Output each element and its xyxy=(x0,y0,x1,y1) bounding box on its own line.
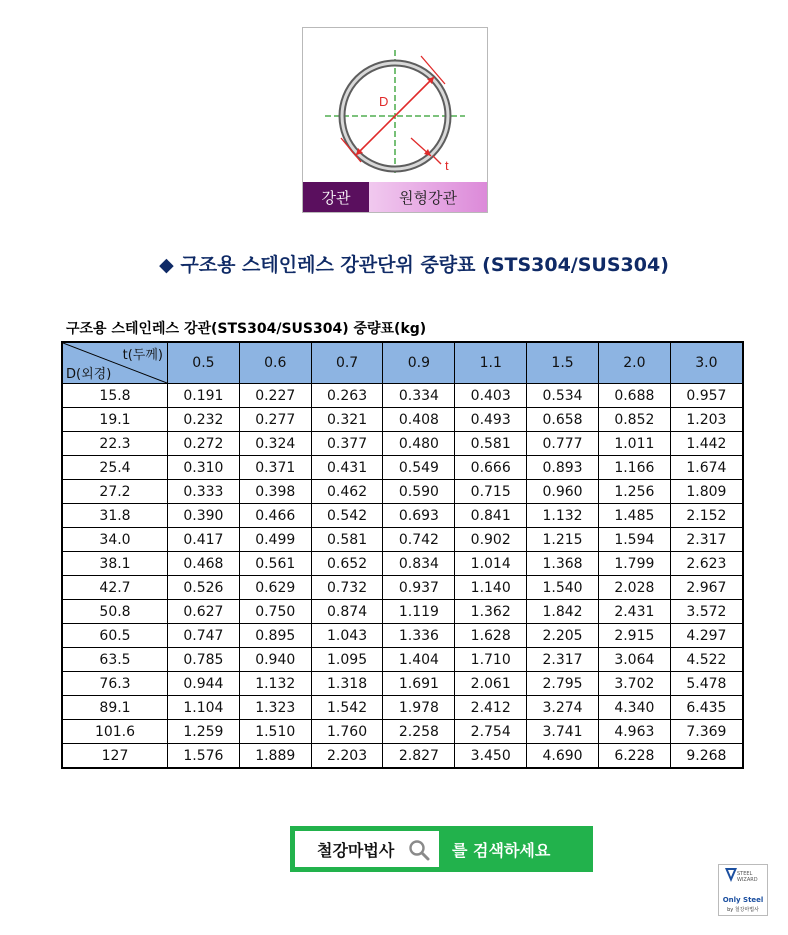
weight-cell: 1.318 xyxy=(311,672,383,696)
thickness-tail xyxy=(433,156,441,164)
diameter-cell: 25.4 xyxy=(62,456,168,480)
weight-cell: 1.842 xyxy=(527,600,599,624)
weight-cell: 2.431 xyxy=(598,600,670,624)
weight-cell: 1.014 xyxy=(455,552,527,576)
weight-cell: 5.478 xyxy=(670,672,743,696)
weight-cell: 1.259 xyxy=(168,720,240,744)
weight-cell: 0.371 xyxy=(239,456,311,480)
weight-cell: 0.480 xyxy=(383,432,455,456)
weight-cell: 2.205 xyxy=(527,624,599,648)
weight-cell: 1.442 xyxy=(670,432,743,456)
weight-cell: 0.321 xyxy=(311,408,383,432)
logo-tagline: Only Steel xyxy=(722,896,764,904)
thickness-header: 0.6 xyxy=(239,342,311,384)
weight-cell: 1.215 xyxy=(527,528,599,552)
table-row xyxy=(62,744,743,769)
weight-cell: 1.576 xyxy=(168,744,240,769)
table-row xyxy=(62,528,743,552)
weight-cell: 1.760 xyxy=(311,720,383,744)
weight-cell: 0.688 xyxy=(598,384,670,408)
thickness-header: 1.5 xyxy=(527,342,599,384)
diameter-cell: 38.1 xyxy=(62,552,168,576)
table-row xyxy=(62,576,743,600)
weight-cell: 0.542 xyxy=(311,504,383,528)
weight-cell: 0.581 xyxy=(455,432,527,456)
weight-cell: 2.827 xyxy=(383,744,455,769)
weight-cell: 2.795 xyxy=(527,672,599,696)
weight-cell: 1.978 xyxy=(383,696,455,720)
weight-cell: 0.841 xyxy=(455,504,527,528)
weight-cell: 3.274 xyxy=(527,696,599,720)
weight-cell: 0.895 xyxy=(239,624,311,648)
weight-cell: 0.581 xyxy=(311,528,383,552)
diameter-cell: 60.5 xyxy=(62,624,168,648)
weight-cell: 0.666 xyxy=(455,456,527,480)
diamond-bullet-icon: ◆ xyxy=(159,254,174,276)
table-row xyxy=(62,648,743,672)
weight-cell: 0.893 xyxy=(527,456,599,480)
weight-cell: 6.435 xyxy=(670,696,743,720)
weight-cell: 3.572 xyxy=(670,600,743,624)
thickness-header: 1.1 xyxy=(455,342,527,384)
weight-cell: 0.944 xyxy=(168,672,240,696)
page-title-text: 구조용 스테인레스 강관단위 중량표 (STS304/SUS304) xyxy=(180,254,669,276)
weight-cell: 0.549 xyxy=(383,456,455,480)
weight-cell: 2.203 xyxy=(311,744,383,769)
thickness-header: 0.7 xyxy=(311,342,383,384)
weight-cell: 0.191 xyxy=(168,384,240,408)
header-row xyxy=(62,342,743,384)
weight-cell: 0.627 xyxy=(168,600,240,624)
weight-cell: 0.902 xyxy=(455,528,527,552)
search-box[interactable] xyxy=(295,831,439,867)
thickness-header: 3.0 xyxy=(670,342,743,384)
weight-cell: 1.140 xyxy=(455,576,527,600)
weight-cell: 0.534 xyxy=(527,384,599,408)
weight-cell: 4.522 xyxy=(670,648,743,672)
table-row xyxy=(62,432,743,456)
thickness-symbol: t xyxy=(445,158,449,173)
diameter-cell: 27.2 xyxy=(62,480,168,504)
page-title xyxy=(0,250,788,277)
weight-cell: 4.963 xyxy=(598,720,670,744)
diameter-cell: 127 xyxy=(62,744,168,769)
logo-subline: by 철강마법사 xyxy=(727,907,759,913)
weight-cell: 2.915 xyxy=(598,624,670,648)
table-row xyxy=(62,408,743,432)
diameter-cell: 101.6 xyxy=(62,720,168,744)
weight-cell: 1.256 xyxy=(598,480,670,504)
weight-cell: 0.493 xyxy=(455,408,527,432)
weight-cell: 1.095 xyxy=(311,648,383,672)
weight-cell: 2.152 xyxy=(670,504,743,528)
weight-cell: 0.334 xyxy=(383,384,455,408)
weight-cell: 0.561 xyxy=(239,552,311,576)
weight-cell: 2.412 xyxy=(455,696,527,720)
weight-cell: 1.132 xyxy=(527,504,599,528)
weight-cell: 4.690 xyxy=(527,744,599,769)
weight-cell: 0.333 xyxy=(168,480,240,504)
weight-cell: 0.272 xyxy=(168,432,240,456)
weight-cell: 0.652 xyxy=(311,552,383,576)
weight-cell: 0.398 xyxy=(239,480,311,504)
diameter-cell: 63.5 xyxy=(62,648,168,672)
weight-cell: 9.268 xyxy=(670,744,743,769)
table-body xyxy=(62,384,743,769)
weight-cell: 0.408 xyxy=(383,408,455,432)
weight-cell: 1.104 xyxy=(168,696,240,720)
weight-cell: 0.263 xyxy=(311,384,383,408)
weight-cell: 1.889 xyxy=(239,744,311,769)
weight-cell: 1.594 xyxy=(598,528,670,552)
diameter-cell: 19.1 xyxy=(62,408,168,432)
weight-cell: 1.691 xyxy=(383,672,455,696)
weight-cell: 0.957 xyxy=(670,384,743,408)
table-caption: 구조용 스테인레스 강관(STS304/SUS304) 중량표(kg) xyxy=(66,321,427,337)
logo-brand xyxy=(737,871,758,883)
weight-cell: 1.336 xyxy=(383,624,455,648)
weight-cell: 0.693 xyxy=(383,504,455,528)
weight-cell: 0.277 xyxy=(239,408,311,432)
weight-cell: 0.324 xyxy=(239,432,311,456)
weight-cell: 2.028 xyxy=(598,576,670,600)
diameter-header-label: D(외경) xyxy=(66,367,112,382)
weight-cell: 1.674 xyxy=(670,456,743,480)
corner-header xyxy=(62,342,168,384)
weight-cell: 1.540 xyxy=(527,576,599,600)
weight-cell: 1.628 xyxy=(455,624,527,648)
weight-cell: 0.960 xyxy=(527,480,599,504)
weight-cell: 0.732 xyxy=(311,576,383,600)
weight-cell: 0.468 xyxy=(168,552,240,576)
table-row xyxy=(62,624,743,648)
thickness-header: 2.0 xyxy=(598,342,670,384)
weight-cell: 3.450 xyxy=(455,744,527,769)
table-row xyxy=(62,720,743,744)
thickness-header: 0.9 xyxy=(383,342,455,384)
diameter-cell: 89.1 xyxy=(62,696,168,720)
weight-cell: 0.785 xyxy=(168,648,240,672)
weight-cell: 2.258 xyxy=(383,720,455,744)
table-row xyxy=(62,672,743,696)
weight-cell: 0.658 xyxy=(527,408,599,432)
weight-cell: 2.317 xyxy=(670,528,743,552)
logo-brand-line2: WIZARD xyxy=(737,877,758,883)
steel-wizard-logo xyxy=(718,864,768,916)
weight-cell: 0.747 xyxy=(168,624,240,648)
weight-cell: 0.466 xyxy=(239,504,311,528)
weight-cell: 1.542 xyxy=(311,696,383,720)
weight-cell: 1.362 xyxy=(455,600,527,624)
weight-cell: 0.232 xyxy=(168,408,240,432)
diameter-cell: 31.8 xyxy=(62,504,168,528)
table-row xyxy=(62,504,743,528)
weight-cell: 0.526 xyxy=(168,576,240,600)
diameter-cell: 42.7 xyxy=(62,576,168,600)
table-row xyxy=(62,600,743,624)
table-row xyxy=(62,480,743,504)
weight-cell: 0.750 xyxy=(239,600,311,624)
pipe-illustration xyxy=(302,27,488,213)
weight-cell: 0.937 xyxy=(383,576,455,600)
weight-cell: 1.485 xyxy=(598,504,670,528)
weight-cell: 1.799 xyxy=(598,552,670,576)
diameter-cell: 50.8 xyxy=(62,600,168,624)
weight-cell: 0.715 xyxy=(455,480,527,504)
pipe-diagram xyxy=(303,28,489,184)
weight-cell: 0.227 xyxy=(239,384,311,408)
weight-cell: 7.369 xyxy=(670,720,743,744)
search-banner[interactable] xyxy=(290,826,593,872)
weight-cell: 2.754 xyxy=(455,720,527,744)
tab-round-pipe: 원형강관 xyxy=(369,182,487,212)
diameter-cell: 22.3 xyxy=(62,432,168,456)
weight-cell: 0.431 xyxy=(311,456,383,480)
weight-cell: 0.834 xyxy=(383,552,455,576)
weight-cell: 0.310 xyxy=(168,456,240,480)
weight-table xyxy=(61,341,744,769)
weight-cell: 0.377 xyxy=(311,432,383,456)
weight-cell: 1.132 xyxy=(239,672,311,696)
weight-cell: 3.741 xyxy=(527,720,599,744)
thickness-header-label: t(두께) xyxy=(122,348,163,363)
weight-cell: 0.777 xyxy=(527,432,599,456)
weight-cell: 2.317 xyxy=(527,648,599,672)
weight-cell: 1.119 xyxy=(383,600,455,624)
table-row xyxy=(62,696,743,720)
weight-cell: 1.710 xyxy=(455,648,527,672)
diameter-cell: 76.3 xyxy=(62,672,168,696)
table-row xyxy=(62,456,743,480)
weight-cell: 0.742 xyxy=(383,528,455,552)
weight-cell: 3.064 xyxy=(598,648,670,672)
diameter-cell: 15.8 xyxy=(62,384,168,408)
weight-cell: 0.462 xyxy=(311,480,383,504)
weight-cell: 1.203 xyxy=(670,408,743,432)
weight-cell: 1.510 xyxy=(239,720,311,744)
weight-cell: 0.417 xyxy=(168,528,240,552)
weight-cell: 2.061 xyxy=(455,672,527,696)
search-icon xyxy=(408,839,430,861)
tab-steel-pipe: 강관 xyxy=(303,182,369,212)
table-row xyxy=(62,552,743,576)
weight-cell: 1.043 xyxy=(311,624,383,648)
weight-cell: 6.228 xyxy=(598,744,670,769)
weight-cell: 0.499 xyxy=(239,528,311,552)
weight-cell: 1.323 xyxy=(239,696,311,720)
diameter-symbol: D xyxy=(379,94,389,109)
search-suffix: 를 검색하세요 xyxy=(452,841,551,860)
weight-cell: 0.590 xyxy=(383,480,455,504)
weight-cell: 2.623 xyxy=(670,552,743,576)
table-row xyxy=(62,384,743,408)
thickness-header: 0.5 xyxy=(168,342,240,384)
search-keyword: 철강마법사 xyxy=(317,840,395,860)
weight-cell: 0.874 xyxy=(311,600,383,624)
weight-cell: 0.940 xyxy=(239,648,311,672)
weight-cell: 4.340 xyxy=(598,696,670,720)
wizard-logo-icon xyxy=(725,868,737,882)
weight-cell: 3.702 xyxy=(598,672,670,696)
weight-cell: 1.166 xyxy=(598,456,670,480)
logo-brand-line1: STEEL xyxy=(737,871,753,877)
weight-cell: 1.368 xyxy=(527,552,599,576)
weight-cell: 1.809 xyxy=(670,480,743,504)
pipe-tabs xyxy=(303,182,487,212)
weight-cell: 0.390 xyxy=(168,504,240,528)
diameter-cell: 34.0 xyxy=(62,528,168,552)
weight-cell: 2.967 xyxy=(670,576,743,600)
weight-cell: 0.852 xyxy=(598,408,670,432)
weight-cell: 0.629 xyxy=(239,576,311,600)
weight-cell: 1.011 xyxy=(598,432,670,456)
weight-cell: 1.404 xyxy=(383,648,455,672)
weight-cell: 0.403 xyxy=(455,384,527,408)
weight-cell: 4.297 xyxy=(670,624,743,648)
